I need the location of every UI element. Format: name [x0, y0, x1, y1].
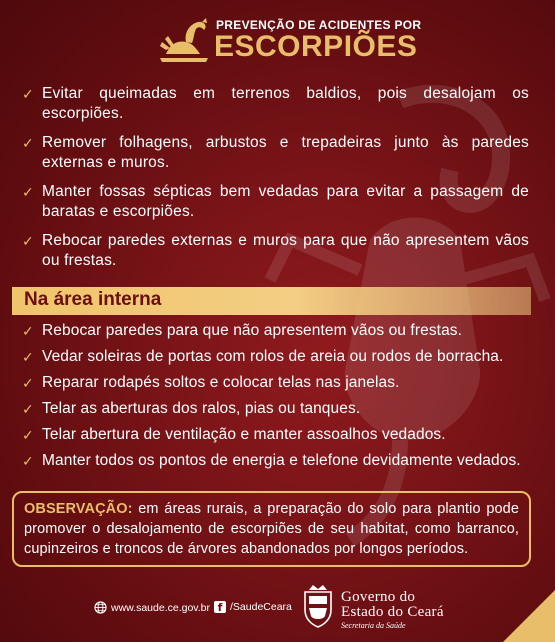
- page-title: ESCORPIÕES: [214, 30, 418, 63]
- check-icon: ✓: [22, 375, 34, 391]
- government-line-2: Estado do Ceará: [341, 604, 444, 620]
- check-icon: ✓: [22, 323, 34, 339]
- section-title: Na área interna: [24, 289, 162, 310]
- header-subtitle: PREVENÇÃO DE ACIDENTES POR: [216, 18, 422, 32]
- list-item-text: Telar abertura de ventilação e manter assoalhos vedados.: [42, 426, 446, 443]
- observation-label: OBSERVAÇÃO:: [24, 501, 133, 517]
- list-item-text: Vedar soleiras de portas com rolos de areia ou rodos de borracha.: [42, 348, 504, 365]
- check-icon: ✓: [22, 86, 34, 102]
- facebook-text: /SaudeCeara: [230, 601, 292, 613]
- government-logo-text: [341, 590, 444, 632]
- list-item: [0, 347, 555, 367]
- observation-text: em áreas rurais, a preparação do solo para plantio pode promover o desalojamento de escorpiões de seu habitat, como barranco, cupinzeiros e troncos de árvores abandonados por longos períodos.: [24, 501, 519, 557]
- list-item-text: Manter fossas sépticas bem vedadas para evitar a passagem de baratas e escorpiões.: [42, 183, 529, 220]
- government-subtitle: Secretaria da Saúde: [341, 621, 406, 630]
- check-icon: ✓: [22, 135, 34, 151]
- external-recommendations-list: [0, 84, 555, 280]
- list-item-text: Reparar rodapés soltos e colocar telas nas janelas.: [42, 374, 400, 391]
- list-item: [0, 231, 555, 271]
- facebook-icon: f: [214, 601, 226, 613]
- government-line-1: Governo do: [341, 589, 416, 605]
- facebook-link[interactable]: [214, 601, 292, 613]
- scorpion-logo-icon: [156, 18, 212, 66]
- list-item-text: Rebocar paredes externas e muros para que não apresentem vãos ou frestas.: [42, 232, 529, 269]
- globe-icon: [94, 601, 107, 614]
- observation-box: [12, 491, 531, 567]
- check-icon: ✓: [22, 401, 34, 417]
- website-text: www.saude.ce.gov.br: [111, 601, 211, 614]
- check-icon: ✓: [22, 184, 34, 200]
- footer: [0, 584, 555, 642]
- list-item: [0, 321, 555, 341]
- list-item: [0, 182, 555, 222]
- list-item-text: Manter todos os pontos de energia e telefone devidamente vedados.: [42, 452, 521, 469]
- state-crest-icon: [301, 584, 335, 628]
- list-item-text: Remover folhagens, arbustos e trepadeiras junto às paredes externas e muros.: [42, 134, 529, 171]
- internal-recommendations-list: [0, 321, 555, 477]
- list-item: [0, 133, 555, 173]
- list-item: [0, 451, 555, 471]
- list-item-text: Rebocar paredes para que não apresentem vãos ou frestas.: [42, 322, 463, 339]
- corner-accent: [503, 590, 555, 642]
- section-header-bar: [12, 287, 531, 315]
- check-icon: ✓: [22, 453, 34, 469]
- list-item: [0, 399, 555, 419]
- website-link[interactable]: [94, 601, 210, 614]
- list-item: [0, 373, 555, 393]
- header: [0, 14, 555, 70]
- check-icon: ✓: [22, 427, 34, 443]
- list-item-text: Evitar queimadas em terrenos baldios, pois desalojam os escorpiões.: [42, 85, 529, 122]
- list-item: [0, 425, 555, 445]
- check-icon: ✓: [22, 349, 34, 365]
- list-item: [0, 84, 555, 124]
- list-item-text: Telar as aberturas dos ralos, pias ou tanques.: [42, 400, 361, 417]
- check-icon: ✓: [22, 233, 34, 249]
